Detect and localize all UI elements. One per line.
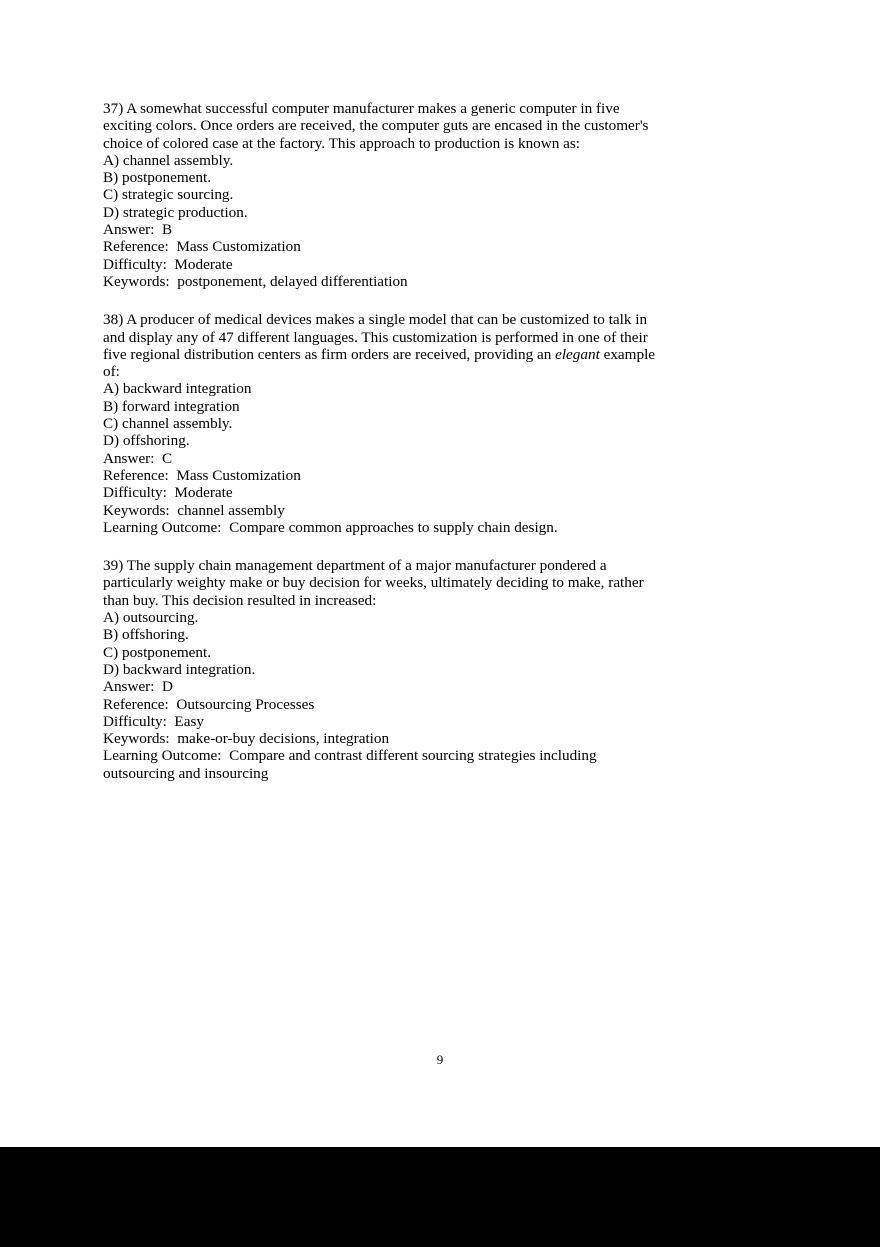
answer-line: Answer: B [103,221,173,239]
question-option: D) offshoring. [103,432,190,450]
page-content [103,100,775,803]
question-block [103,557,775,782]
question-stem-line: of: [103,363,120,381]
keywords-line: Keywords: postponement, delayed differentiation [103,272,408,290]
question-option: C) strategic sourcing. [103,186,234,204]
question-option: D) backward integration. [103,660,256,678]
question-stem-line: choice of colored case at the factory. This approach to production is known as: [103,134,580,152]
question-option: A) channel assembly. [103,151,234,169]
question-stem-line: 38) A producer of medical devices makes a single model that can be customized to talk in [103,311,648,329]
question-block [103,311,775,536]
difficulty-line: Difficulty: Moderate [103,255,233,273]
answer-line: Answer: C [103,449,173,467]
reference-line: Reference: Mass Customization [103,466,301,484]
question-option: B) postponement. [103,169,211,187]
question-stem-line: exciting colors. Once orders are received, the computer guts are encased in the customer's [103,117,649,135]
question-option: D) strategic production. [103,203,248,221]
question-stem-line: 37) A somewhat successful computer manufacturer makes a generic computer in five [103,100,620,117]
page-number: 9 [436,1052,444,1067]
keywords-line: Keywords: make-or-buy decisions, integration [103,730,390,748]
learning-outcome-line: outsourcing and insourcing [103,764,269,782]
keywords-line: Keywords: channel assembly [103,501,285,519]
question-option: B) offshoring. [103,626,189,644]
question-option: B) forward integration [103,397,240,415]
difficulty-line: Difficulty: Easy [103,712,204,730]
reference-line: Reference: Mass Customization [103,238,301,256]
question-option: A) outsourcing. [103,609,199,627]
learning-outcome-line: Learning Outcome: Compare and contrast different sourcing strategies including [103,747,597,765]
question-stem-line: five regional distribution centers as firm orders are received, providing an elegant example [103,345,656,363]
difficulty-line: Difficulty: Moderate [103,484,233,502]
reference-line: Reference: Outsourcing Processes [103,695,315,713]
question-stem-line: 39) The supply chain management department of a major manufacturer pondered a [103,557,607,575]
question-option: C) channel assembly. [103,415,233,433]
question-option: C) postponement. [103,643,211,661]
question-option: A) backward integration [103,380,252,398]
question-stem-line: particularly weighty make or buy decision for weeks, ultimately deciding to make, rather [103,574,644,592]
learning-outcome-line: Learning Outcome: Compare common approaches to supply chain design. [103,518,558,536]
emphasized-word: elegant [555,345,600,363]
footer-black-bar [0,1147,880,1247]
question-block [103,100,775,290]
question-stem-line: and display any of 47 different languages. This customization is performed in one of their [103,328,648,346]
answer-line: Answer: D [103,678,174,696]
question-stem-line: than buy. This decision resulted in increased: [103,591,377,609]
